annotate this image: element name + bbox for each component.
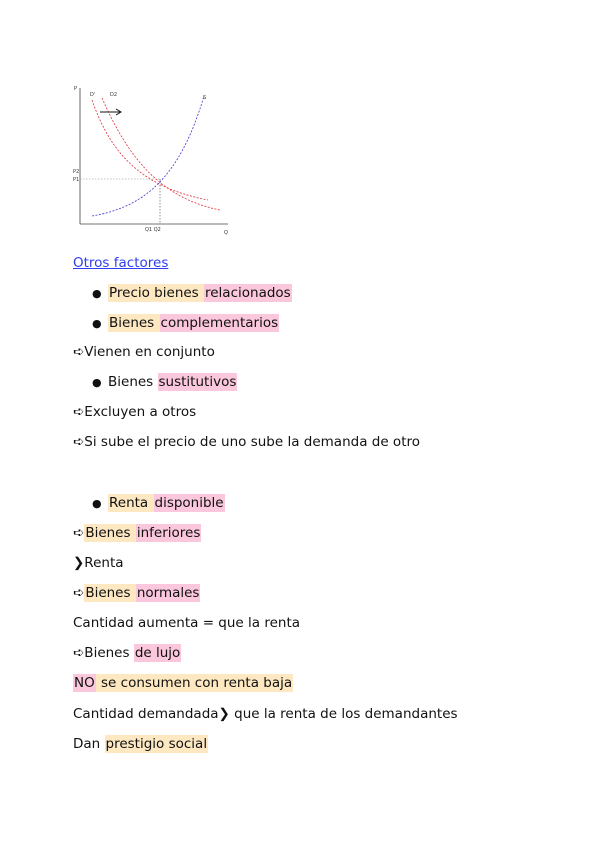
bullet-dot: ●: [92, 376, 102, 389]
highlighted-text: Bienes: [85, 585, 135, 601]
highlighted-text: inferiores: [136, 525, 201, 541]
s-label: S: [203, 95, 207, 101]
text-segment: Bienes: [108, 374, 158, 390]
text-segment: ➪Excluyen a otros: [73, 404, 197, 420]
supply-demand-sketch: [70, 82, 235, 237]
demand-curve-1: [92, 100, 208, 200]
supply-demand-svg: [70, 82, 235, 237]
highlighted-text: disponible: [154, 495, 224, 511]
note-line: [73, 582, 200, 604]
text-segment: ➪Si sube el precio de uno sube la demanda de otro: [73, 434, 420, 450]
highlighted-text: Bienes: [85, 525, 135, 541]
highlighted-text: Renta: [109, 495, 153, 511]
price-label-1: P2: [73, 169, 80, 175]
bullet-item: [92, 492, 225, 515]
section-title-link[interactable]: Otros factores: [73, 255, 169, 271]
bullet-item: [92, 371, 237, 394]
note-line: [73, 672, 293, 694]
highlighted-text: NO: [74, 675, 95, 691]
highlighted-text: prestigio social: [105, 736, 208, 752]
note-line: [73, 431, 420, 453]
text-segment: Cantidad demandada❯ que la renta de los demandantes: [73, 706, 458, 722]
bullet-item: [92, 282, 292, 305]
highlighted-text: complementarios: [160, 315, 279, 331]
note-line: [73, 703, 458, 725]
text-segment: ➪: [73, 525, 85, 541]
y-axis-label: P: [74, 86, 78, 92]
bullet-dot: ●: [92, 317, 102, 330]
section-title-line: [73, 252, 168, 274]
note-line: [73, 612, 300, 634]
note-line: [73, 642, 181, 664]
note-line: [73, 522, 201, 544]
highlighted-text: de lujo: [134, 645, 181, 661]
text-segment: ➪Bienes: [73, 645, 134, 661]
demand-curve-2: [102, 98, 220, 210]
quantity-label: Q1 Q2: [145, 227, 161, 233]
note-line: [73, 401, 196, 423]
highlighted-text: relacionados: [205, 285, 291, 301]
highlighted-text: sustitutivos: [158, 374, 237, 390]
note-line: [73, 341, 215, 363]
bullet-item: [92, 312, 279, 335]
note-line: [73, 733, 208, 755]
note-line: [73, 552, 124, 574]
highlighted-text: se consumen con renta baja: [96, 675, 293, 691]
highlighted-text: Precio bienes: [109, 285, 203, 301]
text-segment: ➪: [73, 585, 85, 601]
bullet-dot: ●: [92, 287, 102, 300]
bullet-dot: ●: [92, 497, 102, 510]
text-segment: ❯Renta: [73, 555, 124, 571]
d2-label: D2: [110, 92, 118, 98]
highlighted-text: normales: [136, 585, 200, 601]
price-label-2: P1: [73, 177, 80, 183]
x-axis-label: Q: [224, 230, 228, 236]
text-segment: Cantidad aumenta = que la renta: [73, 615, 301, 631]
highlighted-text: Bienes: [109, 315, 159, 331]
d1-label: D': [90, 92, 96, 98]
text-segment: Dan: [73, 736, 105, 752]
text-segment: ➪Vienen en conjunto: [73, 344, 215, 360]
